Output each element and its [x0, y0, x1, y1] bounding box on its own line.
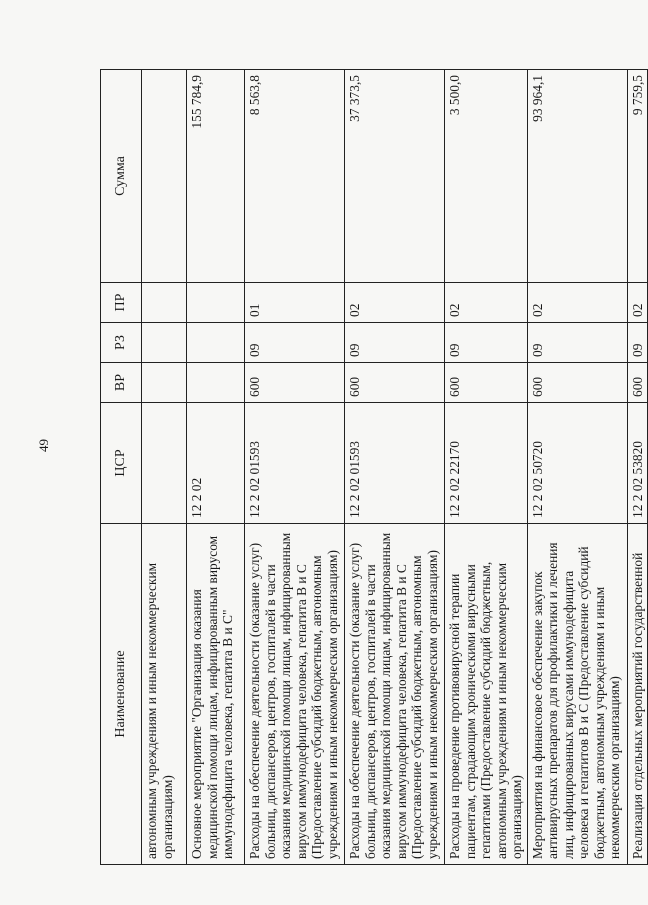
table-row [245, 70, 345, 865]
table-row [627, 70, 648, 865]
cell-sum: 3 500,0 [445, 70, 528, 283]
cell-vr: 600 [345, 363, 445, 403]
cell-csr: 12 2 02 [187, 403, 245, 524]
cell-csr: 12 2 02 53820 [627, 403, 648, 524]
table-row [142, 70, 187, 865]
cell-csr: 12 2 02 50720 [527, 403, 627, 524]
cell-rz: 09 [245, 323, 345, 363]
cell-sum: 9 759,5 [627, 70, 648, 283]
cell-name: Расходы на обеспечение деятельности (оказание услуг) больниц, диспансеров, центров, госпиталей в части оказания медицинской помощи лицам, инфицированным вирусом иммунодефицита человека, гепатита В и С (Предоставление субсидий бюджетным, автономным учреждениям и иным некоммерческим организациям) [245, 524, 345, 865]
cell-sum: 8 563,8 [245, 70, 345, 283]
header-pr: ПР [101, 283, 142, 323]
cell-pr [187, 283, 245, 323]
cell-pr: 01 [245, 283, 345, 323]
header-rz: РЗ [101, 323, 142, 363]
cell-vr [142, 363, 187, 403]
header-sum: Сумма [101, 70, 142, 283]
cell-name: Реализация отдельных мероприятий государственной [627, 524, 648, 865]
cell-vr: 600 [527, 363, 627, 403]
cell-rz: 09 [345, 323, 445, 363]
header-vr: ВР [101, 363, 142, 403]
cell-name: Мероприятия на финансовое обеспечение закупок антивирусных препаратов для профилактики и лечения лиц, инфицированных вирусами иммунодефицита человека и гепатитов В и С (Предоставление субсидий бюджетным, автономным учреждениям и иным некоммерческим организациям) [527, 524, 627, 865]
cell-name: Расходы на проведение противовирусной терапии пациентам, страдающим хроническими вирусными гепатитами (Предоставление субсидий бюджетным, автономным учреждениям и иным некоммерческим организациям) [445, 524, 528, 865]
cell-rz: 09 [627, 323, 648, 363]
cell-pr: 02 [627, 283, 648, 323]
cell-csr: 12 2 02 01593 [245, 403, 345, 524]
budget-table [100, 69, 648, 865]
budget-table-container [100, 70, 645, 865]
cell-rz [187, 323, 245, 363]
cell-vr: 600 [245, 363, 345, 403]
cell-vr: 600 [627, 363, 648, 403]
table-header-row [101, 70, 142, 865]
cell-rz [142, 323, 187, 363]
cell-sum: 93 964,1 [527, 70, 627, 283]
table-row [527, 70, 627, 865]
cell-vr: 600 [445, 363, 528, 403]
cell-rz: 09 [527, 323, 627, 363]
cell-pr: 02 [527, 283, 627, 323]
cell-csr: 12 2 02 22170 [445, 403, 528, 524]
cell-csr [142, 403, 187, 524]
cell-name: Расходы на обеспечение деятельности (оказание услуг) больниц, диспансеров, центров, госпиталей в части оказания медицинской помощи лицам, инфицированным вирусом иммунодефицита человека, гепатита В и С (Предоставление субсидий бюджетным, автономным учреждениям и иным некоммерческим организациям) [345, 524, 445, 865]
table-row [345, 70, 445, 865]
header-csr: ЦСР [101, 403, 142, 524]
cell-csr: 12 2 02 01593 [345, 403, 445, 524]
cell-sum: 37 373,5 [345, 70, 445, 283]
page-number: 49 [36, 439, 51, 452]
cell-sum: 155 784,9 [187, 70, 245, 283]
cell-rz: 09 [445, 323, 528, 363]
cell-vr [187, 363, 245, 403]
header-name: Наименование [101, 524, 142, 865]
cell-name: автономным учреждениям и иным некоммерческим организациям) [142, 524, 187, 865]
cell-name: Основное мероприятие "Организация оказания медицинской помощи лицам, инфицированным вирусом иммунодефицита человека, гепатита В и С" [187, 524, 245, 865]
cell-sum [142, 70, 187, 283]
cell-pr [142, 283, 187, 323]
cell-pr: 02 [345, 283, 445, 323]
table-row [445, 70, 528, 865]
cell-pr: 02 [445, 283, 528, 323]
table-row [187, 70, 245, 865]
